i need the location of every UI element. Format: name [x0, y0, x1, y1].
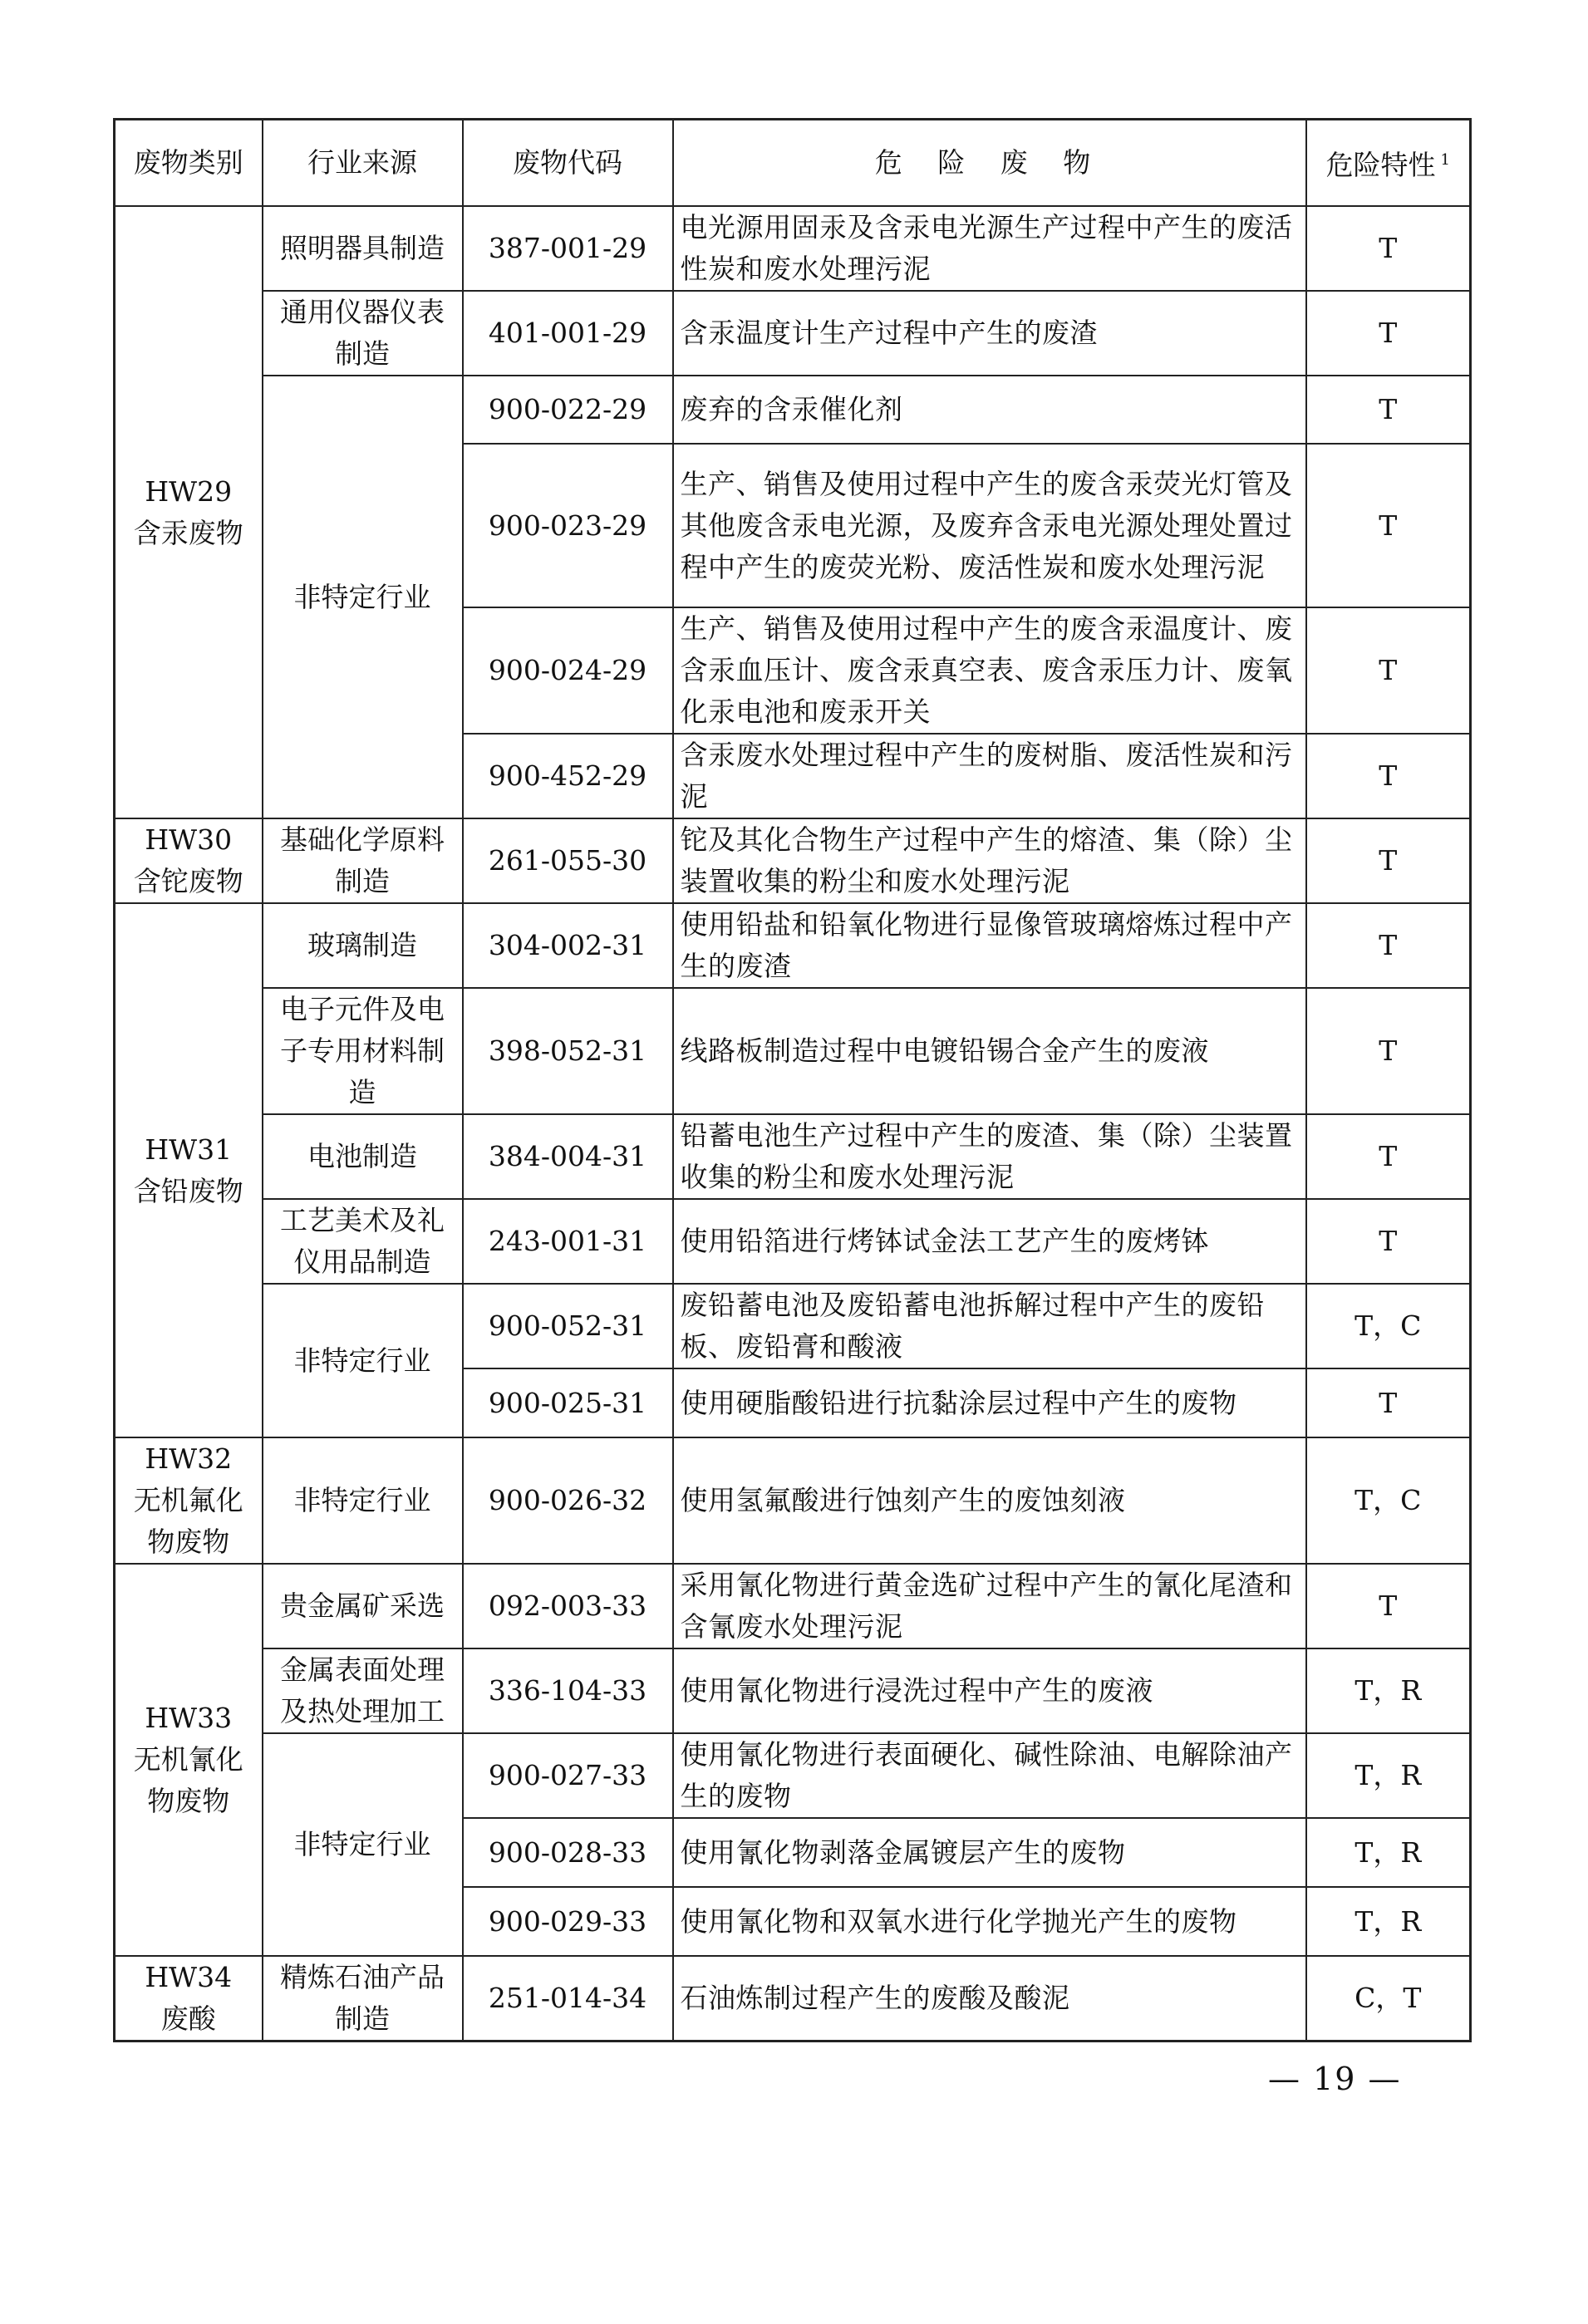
code-cell: 900-452-29	[463, 734, 673, 818]
characteristic-cell: T，R	[1306, 1733, 1471, 1818]
characteristic-cell: T，R	[1306, 1818, 1471, 1887]
characteristic-cell: T	[1306, 1564, 1471, 1648]
characteristic-cell: T	[1306, 607, 1471, 734]
category-label: HW32 无机氟化物废物	[133, 1442, 243, 1558]
code-cell: 900-024-29	[463, 607, 673, 734]
category-cell	[115, 1564, 263, 1956]
industry-cell: 精炼石油产品制造	[263, 1956, 463, 2041]
code-cell: 092-003-33	[463, 1564, 673, 1648]
description-cell: 废弃的含汞催化剂	[673, 376, 1306, 444]
code-cell: 384-004-31	[463, 1114, 673, 1199]
characteristic-cell: T	[1306, 206, 1471, 291]
description-cell: 使用铅箔进行烤钵试金法工艺产生的废烤钵	[673, 1199, 1306, 1284]
description-cell: 使用铅盐和铅氧化物进行显像管玻璃熔炼过程中产生的废渣	[673, 903, 1306, 988]
characteristic-cell: C，T	[1306, 1956, 1471, 2041]
description-cell: 废铅蓄电池及废铅蓄电池拆解过程中产生的废铅板、废铅膏和酸液	[673, 1284, 1306, 1368]
description-cell: 电光源用固汞及含汞电光源生产过程中产生的废活性炭和废水处理污泥	[673, 206, 1306, 291]
industry-cell: 非特定行业	[263, 376, 463, 818]
characteristic-cell: T，C	[1306, 1284, 1471, 1368]
industry-cell: 金属表面处理及热处理加工	[263, 1648, 463, 1733]
category-label: HW34 废酸	[145, 1961, 233, 2035]
code-cell: 900-025-31	[463, 1368, 673, 1437]
header-waste-category: 废物类别	[115, 120, 263, 207]
industry-cell: 基础化学原料制造	[263, 818, 463, 903]
industry-cell: 玻璃制造	[263, 903, 463, 988]
description-cell: 含汞温度计生产过程中产生的废渣	[673, 291, 1306, 376]
category-label: HW33 无机氰化物废物	[133, 1702, 243, 1817]
table-row	[115, 818, 1471, 903]
table-row	[115, 1114, 1471, 1199]
code-cell: 900-029-33	[463, 1887, 673, 1956]
characteristic-cell: T，R	[1306, 1887, 1471, 1956]
header-waste-code: 废物代码	[463, 120, 673, 207]
characteristic-cell: T	[1306, 1368, 1471, 1437]
industry-cell: 非特定行业	[263, 1284, 463, 1437]
characteristic-cell: T	[1306, 988, 1471, 1114]
industry-cell: 工艺美术及礼仪用品制造	[263, 1199, 463, 1284]
category-label: HW29 含汞废物	[133, 474, 243, 549]
category-cell	[115, 818, 263, 903]
industry-cell: 照明器具制造	[263, 206, 463, 291]
header-hazardous-waste: 危 险 废 物	[673, 120, 1306, 207]
code-cell: 900-022-29	[463, 376, 673, 444]
category-cell	[115, 1437, 263, 1564]
description-cell: 采用氰化物进行黄金选矿过程中产生的氰化尾渣和含氰废水处理污泥	[673, 1564, 1306, 1648]
table-row	[115, 1437, 1471, 1564]
code-cell: 900-026-32	[463, 1437, 673, 1564]
code-cell: 243-001-31	[463, 1199, 673, 1284]
industry-cell: 非特定行业	[263, 1733, 463, 1956]
header-hazard-characteristic	[1306, 120, 1471, 207]
page-number: — 19 —	[1268, 2061, 1402, 2097]
characteristic-cell: T	[1306, 1114, 1471, 1199]
code-cell: 900-052-31	[463, 1284, 673, 1368]
characteristic-cell: T，R	[1306, 1648, 1471, 1733]
code-cell: 900-027-33	[463, 1733, 673, 1818]
description-cell: 含汞废水处理过程中产生的废树脂、废活性炭和污泥	[673, 734, 1306, 818]
industry-cell: 通用仪器仪表制造	[263, 291, 463, 376]
table-row	[115, 1733, 1471, 1818]
industry-cell: 电池制造	[263, 1114, 463, 1199]
table-row	[115, 988, 1471, 1114]
industry-cell: 贵金属矿采选	[263, 1564, 463, 1648]
category-cell	[115, 206, 263, 818]
code-cell: 261-055-30	[463, 818, 673, 903]
description-cell: 使用硬脂酸铅进行抗黏涂层过程中产生的废物	[673, 1368, 1306, 1437]
description-cell: 铅蓄电池生产过程中产生的废渣、集（除）尘装置收集的粉尘和废水处理污泥	[673, 1114, 1306, 1199]
table-row	[115, 1648, 1471, 1733]
code-cell: 304-002-31	[463, 903, 673, 988]
description-cell: 铊及其化合物生产过程中产生的熔渣、集（除）尘装置收集的粉尘和废水处理污泥	[673, 818, 1306, 903]
table-row	[115, 903, 1471, 988]
code-cell: 900-028-33	[463, 1818, 673, 1887]
hazardous-waste-table	[113, 118, 1472, 2042]
table-header-row	[115, 120, 1471, 207]
category-cell	[115, 1956, 263, 2041]
table-row	[115, 291, 1471, 376]
description-cell: 使用氰化物剥落金属镀层产生的废物	[673, 1818, 1306, 1887]
category-label: HW31 含铅废物	[133, 1133, 243, 1207]
code-cell: 398-052-31	[463, 988, 673, 1114]
characteristic-cell: T	[1306, 1199, 1471, 1284]
characteristic-cell: T	[1306, 376, 1471, 444]
characteristic-cell: T	[1306, 291, 1471, 376]
header-hazard-characteristic-label: 危险特性	[1325, 149, 1436, 181]
description-cell: 使用氢氟酸进行蚀刻产生的废蚀刻液	[673, 1437, 1306, 1564]
characteristic-cell: T，C	[1306, 1437, 1471, 1564]
description-cell: 线路板制造过程中电镀铅锡合金产生的废液	[673, 988, 1306, 1114]
description-cell: 使用氰化物进行表面硬化、碱性除油、电解除油产生的废物	[673, 1733, 1306, 1818]
description-cell: 使用氰化物和双氧水进行化学抛光产生的废物	[673, 1887, 1306, 1956]
description-cell: 石油炼制过程产生的废酸及酸泥	[673, 1956, 1306, 2041]
table-row	[115, 1199, 1471, 1284]
characteristic-cell: T	[1306, 818, 1471, 903]
industry-cell: 非特定行业	[263, 1437, 463, 1564]
table-row	[115, 206, 1471, 291]
characteristic-cell: T	[1306, 444, 1471, 607]
header-industry-source: 行业来源	[263, 120, 463, 207]
category-cell	[115, 903, 263, 1437]
table-row	[115, 1284, 1471, 1368]
table-row	[115, 376, 1471, 444]
footnote-marker: 1	[1440, 151, 1450, 169]
code-cell: 401-001-29	[463, 291, 673, 376]
table-row	[115, 1564, 1471, 1648]
table-row	[115, 1956, 1471, 2041]
characteristic-cell: T	[1306, 734, 1471, 818]
code-cell: 336-104-33	[463, 1648, 673, 1733]
description-cell: 生产、销售及使用过程中产生的废含汞温度计、废含汞血压计、废含汞真空表、废含汞压力计、废氧化汞电池和废汞开关	[673, 607, 1306, 734]
category-label: HW30 含铊废物	[133, 823, 243, 897]
code-cell: 900-023-29	[463, 444, 673, 607]
code-cell: 251-014-34	[463, 1956, 673, 2041]
characteristic-cell: T	[1306, 903, 1471, 988]
description-cell: 生产、销售及使用过程中产生的废含汞荧光灯管及其他废含汞电光源，及废弃含汞电光源处理处置过程中产生的废荧光粉、废活性炭和废水处理污泥	[673, 444, 1306, 607]
code-cell: 387-001-29	[463, 206, 673, 291]
description-cell: 使用氰化物进行浸洗过程中产生的废液	[673, 1648, 1306, 1733]
industry-cell: 电子元件及电子专用材料制造	[263, 988, 463, 1114]
